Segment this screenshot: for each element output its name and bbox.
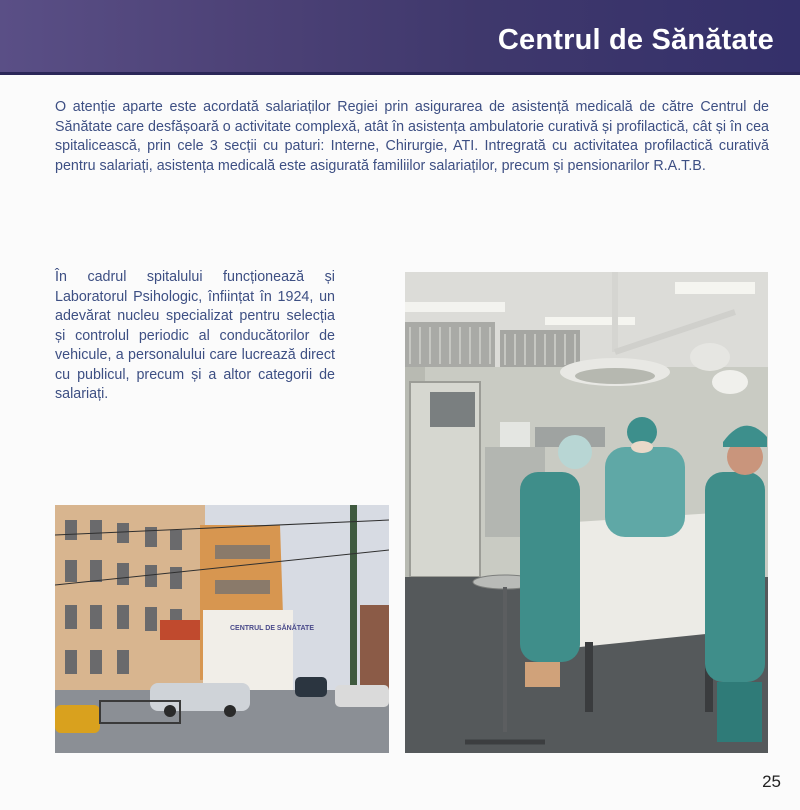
page-number: 25 (762, 772, 781, 791)
building-sign-text: CENTRUL DE SĂNĂTATE (230, 625, 314, 632)
operating-room-photo (405, 272, 768, 753)
laboratory-paragraph: În cadrul spitalului funcționează și Laboratorul Psihologic, înființat în 1924, un adevărat nucleu specializat pentru selecția și controlul periodic al conducătorilor de vehicule, a personalului care lucrează direct cu publicul, precum și a altor categorii de salariați. (55, 269, 335, 402)
page-header-band (0, 0, 800, 75)
intro-paragraph: O atenție aparte este acordată salariaților Regiei prin asigurarea de asistență medicală de către Centrul de Sănătate care desfășoară o activitate complexă, atât în asistența ambulatorie curativă și profilactică, cât și în cea spitalicească, prin cele 3 secții cu paturi: Interne, Chirurgie, ATI. Intregrată cu activitatea profilactică curativă pentru salariați, asistența medicală este asigurată familiilor salariaților, precum și pensionarilor R.A.T.B. (55, 99, 769, 174)
health-center-building-photo (55, 505, 389, 753)
page-title: Centrul de Sănătate (497, 24, 774, 56)
